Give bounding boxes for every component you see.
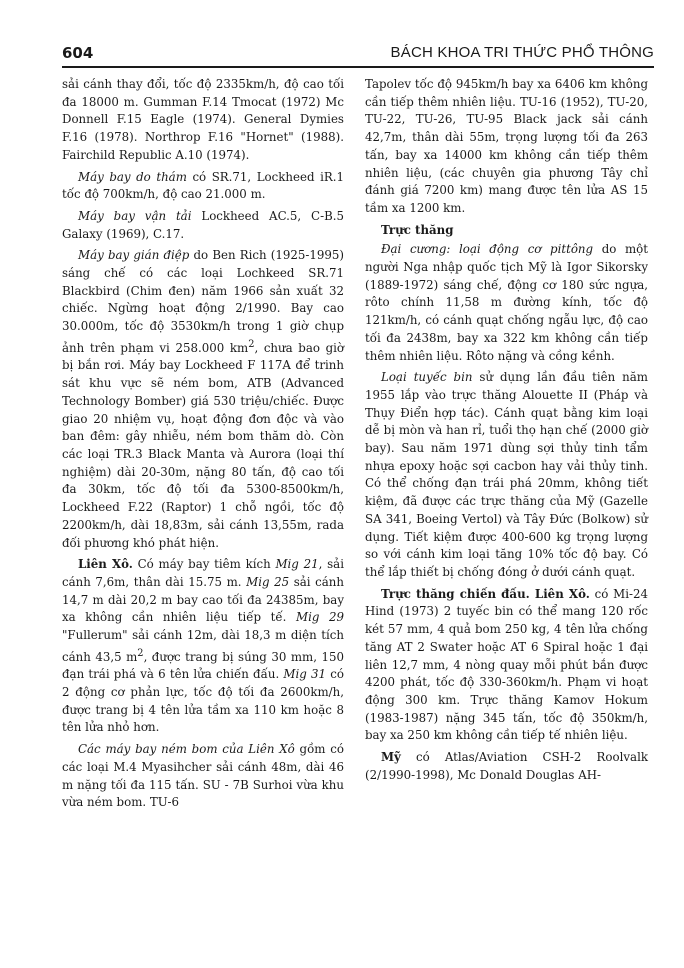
paragraph-text: do một người Nga nhập quốc tịch Mỹ là Igor Sikorsky (1889-1972) sáng chế, động cơ 180 sức ngựa, rôto chính 11,58 m đường kính, tốc độ 121km/h, có cánh quạt chống ngẫu lực, độ cao tối đa 2438m, bay xa 322 km không cần tiếp thêm nhiên liệu. Rôto nặng và cồng kềnh. (365, 242, 649, 363)
paragraph-text: Tapolev tốc độ 945km/h bay xa 6406 km không cần tiếp thêm nhiên liệu. TU-16 (1952), TU-20, TU-22, TU-26, TU-95 Black jack sải cánh 42,7m, thân dài 55m, trọng lượng tối đa 263 tấn, bay xa 14000 km không cần tiếp thêm nhiên liệu, (các chuyên gia phương Tây chỉ đánh giá 7200 km) mang được tên lửa AS 15 tầm xa 1200 km. (365, 77, 648, 215)
model-mig29: Mig 29 (295, 610, 344, 625)
model-mig25: Mig 25 (246, 574, 290, 589)
paragraph-text: Có máy bay tiêm kích (132, 557, 276, 572)
paragraph-attack-helicopters (365, 586, 648, 745)
section-heading-helicopters: Trực thăng (381, 222, 454, 237)
right-column (365, 76, 648, 784)
paragraph-fighters-continued (62, 76, 344, 165)
paragraph-soviet-fighters (62, 556, 344, 737)
paragraph-text: có Atlas/Aviation CSH-2 Roolvalk (2/1990-1998), Mc Donald Douglas AH- (365, 750, 648, 782)
paragraph-text: , chưa bao giờ bị bắn rơi. Máy bay Lockheed F 117A để trinh sát khu vực sẽ ném bom, ATB (Advanced Technology Bomber) giá 530 triệu/chiếc. Được giao 20 nhiệm vụ, hoạt động đơn độc và vào ban đêm: gây nhiễu, ném bom thăm dò. Còn các loại TR.3 Black Manta và Aurora (loại thí nghiệm) dài 20-30m, nặng 80 tấn, độ cao tối đa 30km, tốc độ tối đa 5300-8500km/h, Lockheed F.22 (Raptor) 1 chỗ ngồi, tốc độ 2200km/h, dài 18,83m, sải cánh 13,55m, rada đối phương khó phát hiện. (62, 340, 344, 550)
paragraph-usa (365, 749, 648, 784)
model-mig21: Mig 21 (275, 557, 319, 572)
paragraph-text: sử dụng lần đầu tiên năm 1955 lắp vào trực thăng Alouette II (Pháp và Thụy Điển hợp tác). Cánh quạt bằng kim loại dễ bị mòn và han rỉ, tuổi thọ hạn chế (2000 giờ bay). Sau năm 1971 dùng sợi thủy tinh tẩm nhựa epoxy hoặc sợi cacbon hay vải thủy tinh. Có thể chống đạn trái phá 20mm, không tiết kiệm, đã được các trực thăng của Mỹ (Gazelle SA 341, Boeing Vertol) và Tây Đức (Bolkow) sử dụng. Tiết kiệm được 400-600 kg trọng lượng so với cánh kim loại tăng 10% tốc độ bay. Có thể lắp thiết bị chống đóng ở dưới cánh quạt. (365, 370, 648, 579)
term-transport-aircraft: Máy bay vận tải (78, 208, 192, 223)
page-number: 604 (62, 44, 94, 62)
paragraph-text: có SR.71, Lockheed iR.1 tốc độ 700km/h, độ cao 21.000 m. (62, 169, 344, 202)
paragraph-text: sải cánh 14,7 m dài 20,2 m bay cao tối đa 24385m, bay xa không cần nhiên liệu tiếp tế. (62, 574, 344, 625)
superscript: 2 (137, 647, 144, 659)
paragraph-text: do Ben Rich (1925-1995) sáng chế có các loại Lochkeed SR.71 Blackbird (Chim đen) năm 1966 sản xuất 32 chiếc. Ngừng hoạt động 2/1990. Bay cao 30.000m, tốc độ 3530km/h trong 1 giờ chụp ảnh trên phạm vi 258.000 km (62, 248, 345, 355)
term-soviet-bombers: Các máy bay ném bom của Liên Xô (78, 742, 295, 757)
superscript: 2 (248, 338, 255, 350)
paragraph-text: Lockheed AC.5, C-B.5 Galaxy (1969), C.17. (62, 208, 344, 241)
paragraph-bombers-continued (365, 76, 648, 218)
term-attack-helicopters: Trực thăng chiến đấu. Liên Xô. (381, 586, 590, 601)
paragraph-text: gồm có các loại M.4 Myasihcher sải cánh 48m, dài 46 m nặng tối đa 115 tấn. SU - 7B Surhoi vừa khu vừa ném bom. TU-6 (62, 742, 344, 810)
term-piston-engine: Đại cương: loại động cơ pittông (381, 242, 594, 257)
term-recon-aircraft: Máy bay do thám (78, 169, 187, 184)
term-turbine: Loại tuyếc bin (381, 370, 473, 385)
paragraph-text: , sải cánh 7,6m, thân dài 15.75 m. (62, 557, 344, 589)
model-mig31: Mig 31 (283, 667, 327, 682)
paragraph-heli-overview (365, 241, 648, 365)
paragraph-turbine (365, 369, 648, 581)
paragraph-spy-planes (62, 247, 344, 552)
paragraph-text: có 2 động cơ phản lực, tốc độ tối đa 2600km/h, được trang bị 4 tên lửa tầm xa 110 km hoặc 8 tên lửa nhỏ hơn. (62, 667, 344, 735)
paragraph-recon (62, 169, 344, 204)
term-spy-aircraft: Máy bay gián điệp (78, 248, 190, 263)
term-usa: Mỹ (381, 750, 401, 765)
paragraph-soviet-bombers (62, 741, 344, 812)
term-soviet-union: Liên Xô. (78, 557, 133, 572)
paragraph-text: "Fullerum" sải cánh 12m, dài 18,3 m diện tích cánh 43,5 m (62, 628, 344, 664)
page-header (62, 40, 654, 68)
left-column (62, 76, 344, 812)
paragraph-transport (62, 208, 344, 243)
paragraph-text: sải cánh thay đổi, tốc độ 2335km/h, độ cao tối đa 18000 m. Gumman F.14 Tmocat (1972) Mc Donnell F.15 Eagle (1974). General Dymies F.16 (1978). Northrop F.16 "Hornet" (1988). Fairchild Republic A.10 (1974). (62, 77, 344, 162)
paragraph-text: có Mi-24 Hind (1973) 2 tuyếc bin có thể mang 120 rốc két 57 mm, 4 quả bom 250 kg, 4 tên lửa chống tăng AT 2 Swater hoặc AT 6 Spiral hoặc 1 đại liên 12,7 mm, 4 nòng quay mỗi phút bắn được 4200 phát, tốc độ 330-360km/h. Phạm vi hoạt động 300 km. Trực thăng Kamov Hokum (1983-1987) nặng 345 tấn, tốc độ 350km/h, bay xa 250 km không cần tiếp tế nhiên liệu. (365, 586, 648, 743)
paragraph-text: , được trang bị súng 30 mm, 150 đạn trái phá và 6 tên lửa chiến đấu. (62, 649, 344, 682)
running-title: BÁCH KHOA TRI THỨC PHỔ THÔNG (390, 44, 654, 61)
